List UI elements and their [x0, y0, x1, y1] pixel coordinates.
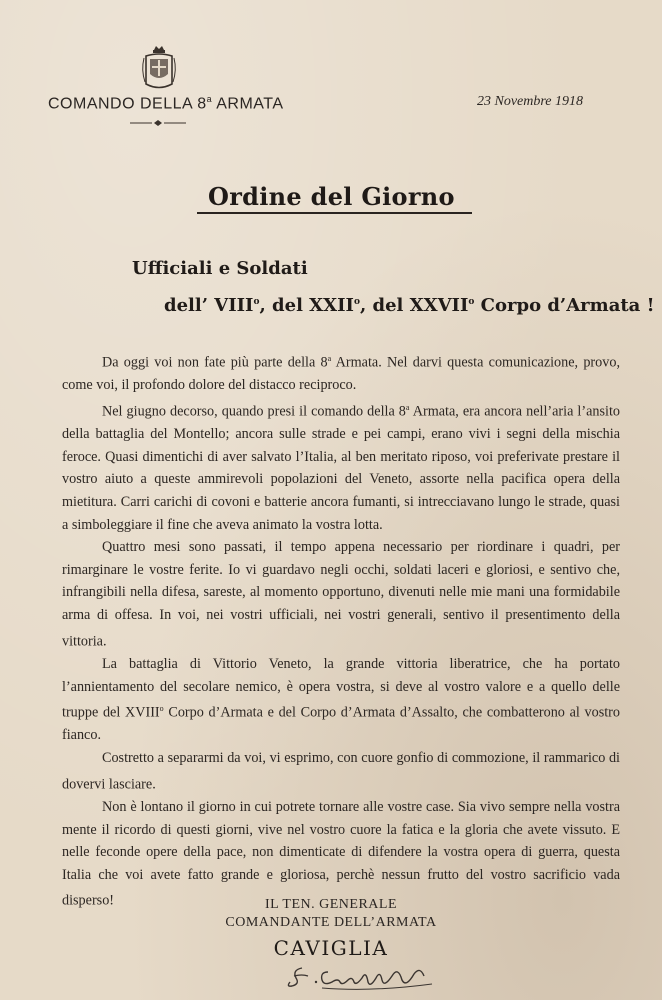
title-underline [197, 212, 472, 214]
document-date: 23 Novembre 1918 [477, 94, 584, 109]
paragraph: Costretto a separarmi da voi, vi esprimo, con cuore gonfio di commozione, il rammarico di dovervi lasciare. [62, 750, 620, 793]
handwritten-signature-icon [282, 958, 442, 994]
signature-name: CAVIGLIA [273, 936, 389, 960]
greeting-line-1: Ufficiali e Soldati [132, 258, 308, 279]
paragraph: La battaglia di Vittorio Veneto, la grande vittoria liberatrice, che ha portato l’annientamento del secolare nemico, è opera vostra, si deve al vostro valore e a quello delle truppe del XVIII$^o$ Corpo d’Armata e del Corpo d’Armata d’Assalto, che combatterono al vostro fianco. [62, 655, 620, 744]
signature-rank: IL TEN. GENERALE [264, 897, 398, 912]
paragraph: Non è lontano il giorno in cui potrete tornare alle vostre case. Sia vivo sempre nella vostra mente il ricordo di questi giorni, vive nel vostro cuore la fatica e la gloria che avete vissuto. E nelle feconde opere della pace, non dimenticate di difendere la vostra opera di guerra, questa Italia che voi avete fatto grande e gloriosa, perchè nessun frutto del vostro sacrificio vada disperso! [62, 798, 620, 910]
signature-role: COMANDANTE DELL’ARMATA [225, 915, 437, 930]
paragraph: Nel giugno decorso, quando presi il comando della 8$^a$ Armata, era ancora nell’aria l’ansito della battaglia del Montello; ancora sulle strade e pei campi, erano vivi i segni della mischia feroce. Quasi dimentichi di aver salvato l’Italia, al ben meritato riposo, voi preferivate prestare il vostro aiuto a queste ammirevoli popolazioni del Veneto, assorte nella pacifica opera della mietitura. Carri carichi di covoni e batterie ancora fumanti, si intrecciavano lungo le strade, quasi a simboleggiare il fine che aveva animato la vostra lotta. [62, 402, 620, 533]
command-heading: COMANDO DELLA 8$^a$ ARMATA [48, 94, 284, 113]
divider-ornament-icon [128, 118, 188, 128]
paragraph: Quattro mesi sono passati, il tempo appena necessario per riordinare i quadri, per rimarginare le vostre ferite. Io vi guardavo negli occhi, soldati laceri e gloriosi, e sentivo che, infrangibili nella difesa, sareste, al momento opportuno, divenuti nelle mie mani una formidabile arma di offesa. In voi, nei vostri ufficiali, nei vostri generali, sentivo il presentimento della vittoria. [62, 539, 620, 650]
paragraph: Da oggi voi non fate più parte della 8$^a$ Armata. Nel darvi questa comunicazione, provo, come voi, il profondo dolore del distacco reciproco. [62, 354, 620, 394]
document-body [62, 348, 620, 913]
royal-crest-icon [140, 44, 178, 92]
greeting-line-2: dell’ VIII$^o$, del XXII$^o$, del XXVII$^o$ Corpo d’Armata ! [164, 295, 655, 316]
document-title: Ordine del Giorno [208, 182, 455, 211]
